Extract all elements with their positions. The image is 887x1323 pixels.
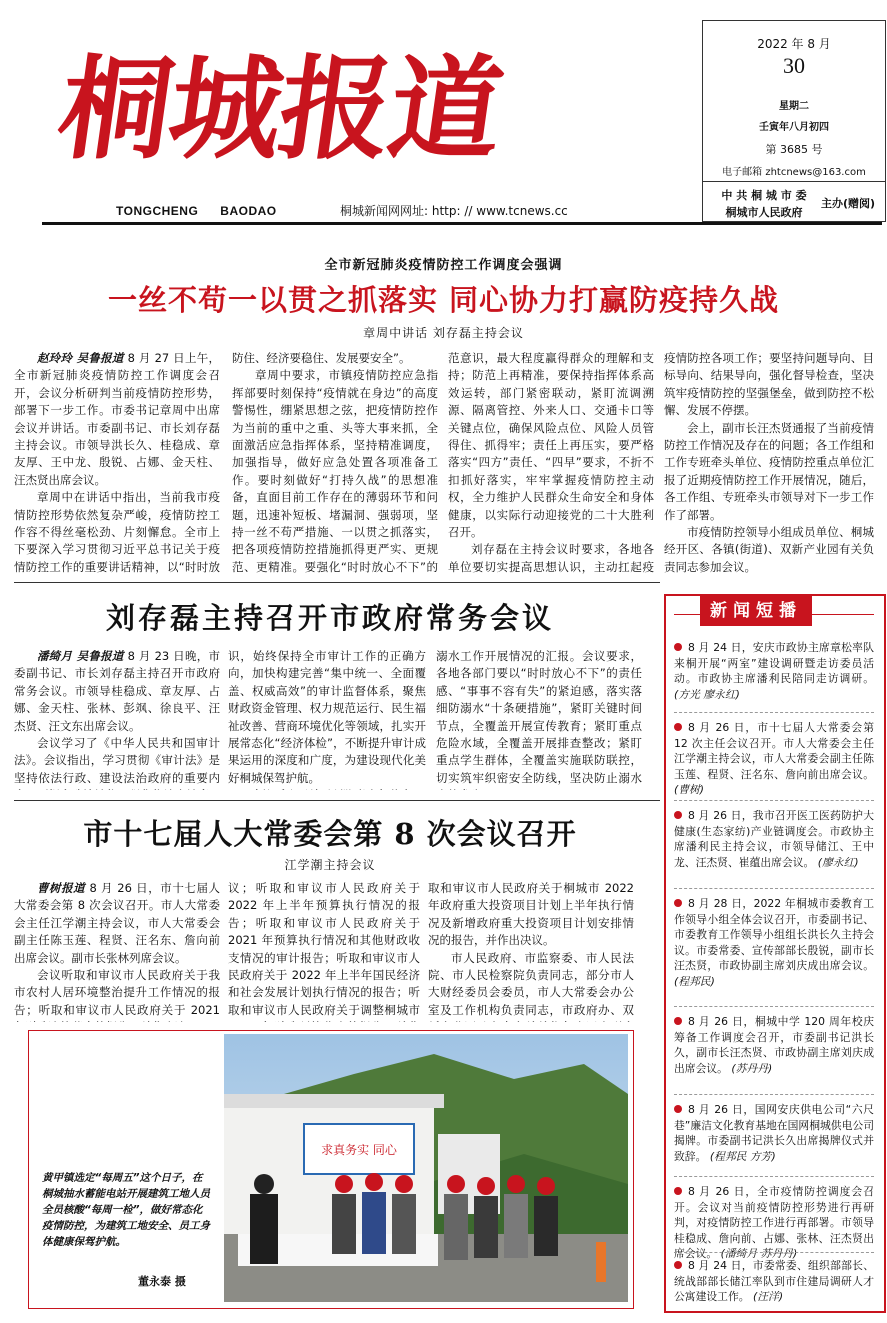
- bullet-icon: [674, 723, 682, 731]
- paragraph: 章周中在讲话中指出，当前我市疫情防控形势依然复杂严峻，疫情防控工作容不得丝毫松劲、片刻懈怠。全市上下要深入学习贯彻习近平总书记关于疫情防控工作的重要讲话精神，以“时时放: [14, 490, 220, 574]
- photo-caption: 黄甲镇选定“每周五”这个日子，在桐城抽水蓄能电站开展建筑工地人员全员核酸“每周一检”，做好常态化疫情防控，为建筑工地安全、员工身体健康保驾护航。: [42, 1172, 210, 1248]
- brief-byline: (潘绮月 苏丹丹): [720, 1247, 798, 1260]
- story3-subhead: 江学潮主持会议: [284, 858, 376, 872]
- brief-byline: (程邦民 方芳): [709, 1149, 776, 1163]
- paragraph: 取和审议市人民政府关于桐城市 2022 年政府重大投资项目计划上半年执行情况及新增政府重大投资项目计划安排情况的报告，并作出决议。: [428, 881, 634, 948]
- lead-column-3: [448, 350, 654, 578]
- sponsor: [709, 187, 819, 221]
- paragraph: 8 月 23 日晚，市委副书记、市长刘存磊主持召开市政府常务会议。市领导桂稳成、章友厚、占娜、金天柱、张林、彭飒、徐良平、汪杰贤、汪文东出席会议。: [14, 649, 220, 733]
- brief-text: 8 月 24 日，市委常委、组织部部长、统战部部长储江率队到市住建局调研人才公寓建设工作。: [674, 1259, 874, 1303]
- brief-byline: (汪洋): [753, 1290, 784, 1303]
- news-brief-item[interactable]: [674, 1258, 874, 1305]
- paragraph: [228, 787, 426, 790]
- bullet-icon: [674, 899, 682, 907]
- brief-text: 8 月 26 日，桐城中学 120 周年校庆筹备工作调度会召开，市委副书记洪长久，副市长汪杰贤、市政协副主席刘庆成出席会议。: [674, 1015, 874, 1075]
- sponsor-line: 桐城市人民政府: [725, 206, 803, 219]
- news-brief-item[interactable]: [674, 1014, 874, 1076]
- website-url[interactable]: 桐城新闻网网址: http: // www.tcnews.cc: [340, 204, 568, 218]
- divider: [674, 1006, 874, 1007]
- pinyin-word: BAODAO: [220, 204, 277, 218]
- brief-text: 8 月 26 日，市十七届人大常委会第 12 次主任会议召开。市人大常委会主任江学潮主持会议，市人大常委会副主任陈玉莲、程贤、汪名东、詹向前出席会议。: [674, 721, 874, 781]
- brief-text: 8 月 26 日，国网安庆供电公司“六尺巷”廉洁文化教育基地在国网桐城供电公司揭牌。市委副书记洪长久出席揭牌仪式并致辞。: [674, 1103, 874, 1163]
- date-day: 30: [783, 53, 805, 78]
- lead-column-2: [232, 350, 438, 578]
- story3-column-3: [428, 880, 634, 1022]
- brief-byline: (曹树): [674, 783, 705, 796]
- divider: [703, 181, 885, 182]
- masthead-rule: [42, 222, 882, 225]
- divider: [14, 800, 660, 801]
- story2-column-2: [228, 648, 426, 790]
- paragraph: 疫情防控各项工作；要坚持问题导向、目标导向、结果导向，强化督导检查，坚决筑牢疫情防控的坚强堡垒，做到防控不松懈、发展不停摆。: [664, 351, 874, 418]
- paragraph: 市人民政府、市监察委、市人民法院、市人民检察院负责同志，部分市人大财经委员会委员，市人大常委会办公室及工作机构负责同志，市政府办、双: [428, 950, 634, 1017]
- photo-credit: 董永泰 摄: [138, 1275, 186, 1288]
- sponsor-line: 中 共 桐 城 市 委: [721, 189, 807, 202]
- sign-text: 求真务实 同心: [321, 1143, 397, 1157]
- byline: 潘绮月 吴鲁报道: [37, 649, 124, 663]
- lead-column-4: [664, 350, 874, 578]
- story2-column-3: [436, 648, 642, 790]
- story2-headline[interactable]: 刘存磊主持召开市政府常务会议: [105, 601, 554, 635]
- divider: [674, 1252, 874, 1253]
- lead-column-1: [14, 350, 220, 578]
- news-brief-item[interactable]: [674, 808, 874, 870]
- pinyin-word: TONGCHENG: [116, 204, 199, 218]
- paragraph: 市疫情防控领导小组成员单位、桐城经开区、各镇(街道)、双新产业园有关负责同志参加会议。: [664, 525, 874, 574]
- bullet-icon: [674, 1261, 682, 1269]
- story2-column-1: [14, 648, 220, 790]
- bullet-icon: [674, 1017, 682, 1025]
- paragraph: 刘存磊在主持会议时要求，各地各单位要切实提高思想认识，主动扛起疫: [448, 542, 654, 574]
- lead-headline[interactable]: 一丝不苟一以贯之抓落实 同心协力打赢防疫持久战: [107, 283, 780, 317]
- paragraph: 防住、经济要稳住、发展要安全”。: [232, 351, 411, 365]
- story3-headline[interactable]: 市十七届人大常委会第 8 次会议召开: [83, 817, 577, 851]
- paragraph: 8 月 26 日，市十七届人大常委会第 8 次会议召开。市人大常委会主任江学潮主持会议，市人大常委会副主任陈玉莲、程贤、汪名东、詹向前出席会议。副市长张林列席会议。: [14, 881, 220, 965]
- date-lunar: 壬寅年八月初四: [759, 122, 829, 133]
- divider: [674, 712, 874, 713]
- paragraph: 溺水工作开展情况的汇报。会议要求，各地各部门要以“时时放心不下”的责任感、“事事不容有失”的紧迫感，落实落细防溺水“十条硬措施”，紧盯关键时间节点，全覆盖开展宣传教育；紧盯重点危险水域，全覆盖开展排查整改；紧盯重点学生群体，全覆盖实施联防联控，切实筑牢织密安全防线，坚决防止溺水: [436, 649, 642, 785]
- byline: 曹树报道: [37, 881, 86, 895]
- brief-byline: (方光 廖永红): [674, 687, 740, 701]
- issue-number: 第 3685 号: [765, 143, 823, 156]
- bullet-icon: [674, 1187, 682, 1195]
- news-briefs-title: 新闻短播: [700, 596, 812, 626]
- masthead-pinyin: [116, 204, 299, 218]
- divider: [674, 888, 874, 889]
- contact-email: 电子邮箱 zhtcnews@163.com: [722, 167, 866, 178]
- lead-subhead: 章周中讲话 刘存磊主持会议: [363, 326, 524, 340]
- brief-text: 8 月 26 日，全市疫情防控调度会召开。会议对当前疫情防控形势进行再研判，对疫情防控工作进行再部署。市领导桂稳成、詹向前、占娜、张林、汪杰贤出席会议。: [674, 1185, 874, 1260]
- divider: [674, 800, 874, 801]
- brief-byline: (苏丹丹): [731, 1061, 773, 1075]
- paragraph: 议；听取和审议市人民政府关于 2022 年上半年预算执行情况的报告；听取和审议市人民政府关于 2021 年预算执行情况和其他财政收支情况的审计报告；听取和审议市人民政府关于 2022 年上半年国民经济和社会发展计划执行情况的报告；听取和审议市人民政府关于调整桐城市: [228, 881, 420, 1017]
- date-box: [702, 20, 886, 222]
- news-brief-item[interactable]: [674, 1184, 874, 1262]
- byline: 赵玲玲 吴鲁报道: [37, 351, 124, 365]
- traffic-cone: [596, 1242, 606, 1282]
- brief-text: 8 月 26 日，我市召开医工医药防护大健康(生态家纺)产业链调度会。市政协主席潘利民主持会议，市领导储江、王中龙、汪杰贤、崔蕴出席会议。: [674, 809, 874, 869]
- brief-byline: (程邦民): [674, 974, 715, 988]
- bullet-icon: [674, 643, 682, 651]
- paragraph: 范意识，最大程度赢得群众的理解和支持；防范上再精准，要保持指挥体系高效运转，部门紧密联动，紧盯流调溯源、隔离管控、外来人口、交通卡口等关键点位，确保风险点位、风险人员管得住、抓得牢；责任上再压实，要严格落实“四方”责任、“四早”要求，不折不扣抓好落实，牢牢掌握疫情防控主动权，全力维护人民群众生命安全和身体健康，以实际行动迎接党的二十大胜利召开。: [448, 351, 654, 540]
- paragraph: 会议听取和审议市人民政府关于我市农村人居环境整治提升工作情况的报告；听取和审议市人民政府关于 2021: [14, 968, 220, 1017]
- date-weekday: 星期二: [779, 101, 809, 112]
- date-year-month: 2022 年 8 月: [757, 37, 831, 51]
- divider: [674, 1094, 874, 1095]
- news-brief-item[interactable]: [674, 640, 874, 702]
- roof: [224, 1094, 444, 1108]
- paragraph: 8 月 27 日上午，全市新冠肺炎疫情防控工作调度会召开，会议分析研判当前疫情防控形势，部署下一步工作。市委书记章周中出席会议并讲话。市委副书记、市长刘存磊主持会议。市领导洪长久、桂稳成、章友厚、王中龙、殷锐、占娜、金天柱、汪杰贤出席会议。: [14, 351, 220, 487]
- brief-byline: (廖永红): [817, 855, 859, 869]
- bullet-icon: [674, 811, 682, 819]
- divider: [14, 582, 660, 583]
- story3-column-2: [228, 880, 420, 1022]
- paragraph: 章周中要求，市镇疫情防控应急指挥部要时刻保持“疫情就在身边”的高度警惕性，绷紧思想之弦，把疫情防控作为当前的重中之重、头等大事来抓，全面激活应急指挥体系，坚持精准调度，加强指导，做好应急处置各项准备工作。要时刻做好“打持久战”的思想准备，直面目前工作存在的薄弱环节和问题，迅速补短板、堵漏洞、强弱项，坚持一丝不苟严措施、一以贯之抓落实，把各项疫情防控措施抓得更严实、更规范、更精准。要强化“时时放心不下”的: [232, 368, 438, 574]
- lead-kicker: 全市新冠肺炎疫情防控工作调度会强调: [324, 258, 563, 273]
- divider: [674, 1176, 874, 1177]
- news-brief-item[interactable]: [674, 720, 874, 798]
- story3-column-1: [14, 880, 220, 1022]
- news-photo[interactable]: [224, 1034, 628, 1302]
- news-briefs-box: [664, 594, 886, 1313]
- news-brief-item[interactable]: [674, 896, 874, 989]
- paragraph: 识，始终保持全市审计工作的正确方向，加快构建完善“集中统一、全面覆盖、权威高效”的审计监督体系，聚焦财政资金管理、权力规范运行、民生福祉改善、营商环境优化等领域，扎实开展常态化“经济体检”，不断提升审计成果运用的深度和广度，为建设现代化美好桐城保驾护航。: [228, 649, 426, 785]
- news-brief-item[interactable]: [674, 1102, 874, 1164]
- brief-text: 8 月 28 日，2022 年桐城市委教育工作领导小组全体会议召开，市委副书记、市委教育工作领导小组组长洪长久主持会议。市委常委、宣传部部长殷锐，副市长汪杰贤，市政协副主席刘庆成出席会议。: [674, 897, 874, 972]
- sponsor-suffix: 主办(赠阅): [821, 197, 876, 210]
- paragraph: 会上，副市长汪杰贤通报了当前疫情防控工作情况及存在的问题；各工作组和工作专班牵头单位、疫情防控重点单位汇报了近期疫情防控工作开展情况，随后，各工作组、专班牵头市领导对下一步工作作了部署。: [664, 420, 874, 522]
- bullet-icon: [674, 1105, 682, 1113]
- paragraph: 会议学习了《中华人民共和国审计法》。会议指出，学习贯彻《审计法》是坚持依法行政、建设法治政府的重要内: [14, 736, 220, 785]
- brief-text: 8 月 24 日，安庆市政协主席章松率队来桐开展“两室”建设调研暨走访委员活动。市政协主席潘利民陪同走访调研。: [674, 641, 874, 685]
- masthead-title: 桐城报道: [50, 44, 510, 175]
